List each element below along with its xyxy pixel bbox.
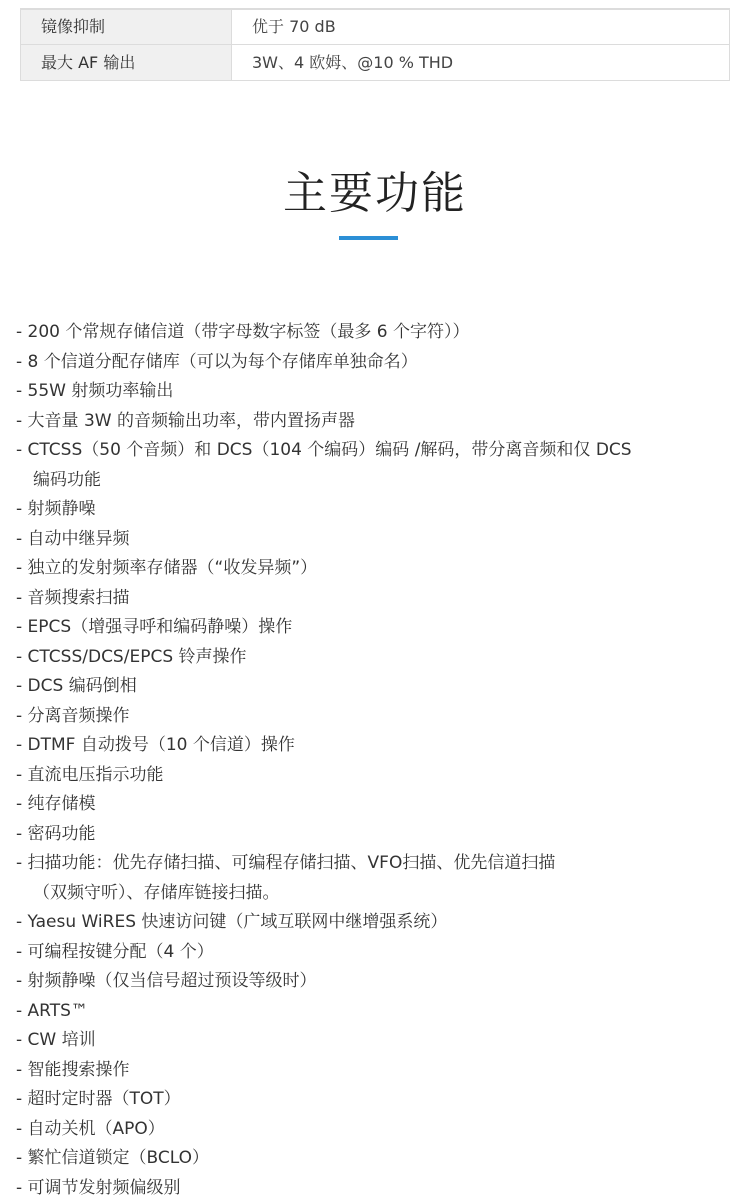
feature-item <box>16 702 716 732</box>
feature-text-continued: 编码功能 <box>33 469 101 490</box>
feature-item <box>16 908 716 938</box>
spec-value: 优于 70 dB <box>232 10 730 45</box>
feature-text: - 200 个常规存储信道（带字母数字标签（最多 6 个字符）） <box>16 322 470 342</box>
feature-text: - Yaesu WiRES 快速访问键（广域互联网中继增强系统） <box>16 912 448 932</box>
feature-item <box>16 1026 716 1056</box>
spec-row <box>21 10 730 45</box>
feature-text: - CTCSS（50 个音频）和 DCS（104 个编码）编码 /解码，带分离音频和仅 DCS <box>16 440 632 460</box>
feature-text: - 射频静噪 <box>16 499 96 519</box>
feature-text: - 55W 射频功率输出 <box>16 381 174 401</box>
feature-text: - 纯存储模 <box>16 794 96 814</box>
spec-value: 3W、4 欧姆、@10 % THD <box>232 45 730 81</box>
feature-item <box>16 1115 716 1145</box>
feature-item <box>16 1144 716 1174</box>
feature-text: - CTCSS/DCS/EPCS 铃声操作 <box>16 646 247 667</box>
feature-text: - 可调节发射频偏级别 <box>16 1177 181 1198</box>
feature-item <box>16 731 716 761</box>
feature-item <box>16 672 716 702</box>
feature-text-continued: （双频守听）、存储库链接扫描。 <box>33 882 280 903</box>
spec-label: 镜像抑制 <box>21 10 232 45</box>
feature-text: - 自动中继异频 <box>16 528 130 549</box>
title-underline <box>339 236 398 240</box>
feature-text: - DTMF 自动拨号（10 个信道）操作 <box>16 735 295 755</box>
feature-text: - 可编程按键分配（4 个） <box>16 941 214 962</box>
feature-item <box>16 348 716 378</box>
feature-item <box>16 1174 716 1204</box>
feature-text: - 音频搜索扫描 <box>16 587 130 608</box>
feature-text: - 超时定时器（TOT） <box>16 1089 181 1109</box>
table-top-edge <box>20 0 730 9</box>
feature-text: - ARTS™ <box>16 1000 88 1021</box>
feature-text: - 扫描功能：优先存储扫描、可编程存储扫描、VFO扫描、优先信道扫描 <box>16 853 556 873</box>
feature-item <box>16 790 716 820</box>
spec-label: 最大 AF 输出 <box>21 45 232 81</box>
spec-table <box>20 9 730 81</box>
feature-text: - 直流电压指示功能 <box>16 764 164 785</box>
feature-item <box>16 761 716 791</box>
feature-item <box>16 1056 716 1086</box>
feature-text: - 智能搜索操作 <box>16 1059 130 1080</box>
feature-item <box>16 495 716 525</box>
feature-item <box>16 377 716 407</box>
feature-item <box>16 1085 716 1115</box>
feature-item <box>16 997 716 1027</box>
feature-item <box>16 613 716 643</box>
feature-item <box>16 938 716 968</box>
feature-text: - 射频静噪（仅当信号超过预设等级时） <box>16 971 317 991</box>
feature-text: - 大音量 3W 的音频输出功率，带内置扬声器 <box>16 410 355 431</box>
section-title: 主要功能 <box>283 168 467 219</box>
feature-text: - 自动关机（APO） <box>16 1118 165 1139</box>
feature-item <box>16 407 716 437</box>
feature-item <box>16 849 716 908</box>
feature-text: - CW 培训 <box>16 1030 96 1050</box>
feature-item <box>16 584 716 614</box>
feature-item <box>16 967 716 997</box>
spec-row <box>21 45 730 81</box>
feature-item <box>16 318 716 348</box>
feature-text: - EPCS（增强寻呼和编码静噪）操作 <box>16 617 293 637</box>
feature-list <box>16 318 716 1203</box>
feature-item <box>16 554 716 584</box>
feature-text: - DCS 编码倒相 <box>16 676 137 696</box>
feature-text: - 分离音频操作 <box>16 705 130 726</box>
feature-text: - 独立的发射频率存储器（“收发异频”） <box>16 558 318 578</box>
feature-text: - 8 个信道分配存储库（可以为每个存储库单独命名） <box>16 351 418 372</box>
feature-item <box>16 436 716 495</box>
feature-text: - 繁忙信道锁定（BCLO） <box>16 1148 210 1168</box>
feature-item <box>16 820 716 850</box>
feature-item <box>16 525 716 555</box>
feature-text: - 密码功能 <box>16 823 96 844</box>
feature-item <box>16 643 716 673</box>
